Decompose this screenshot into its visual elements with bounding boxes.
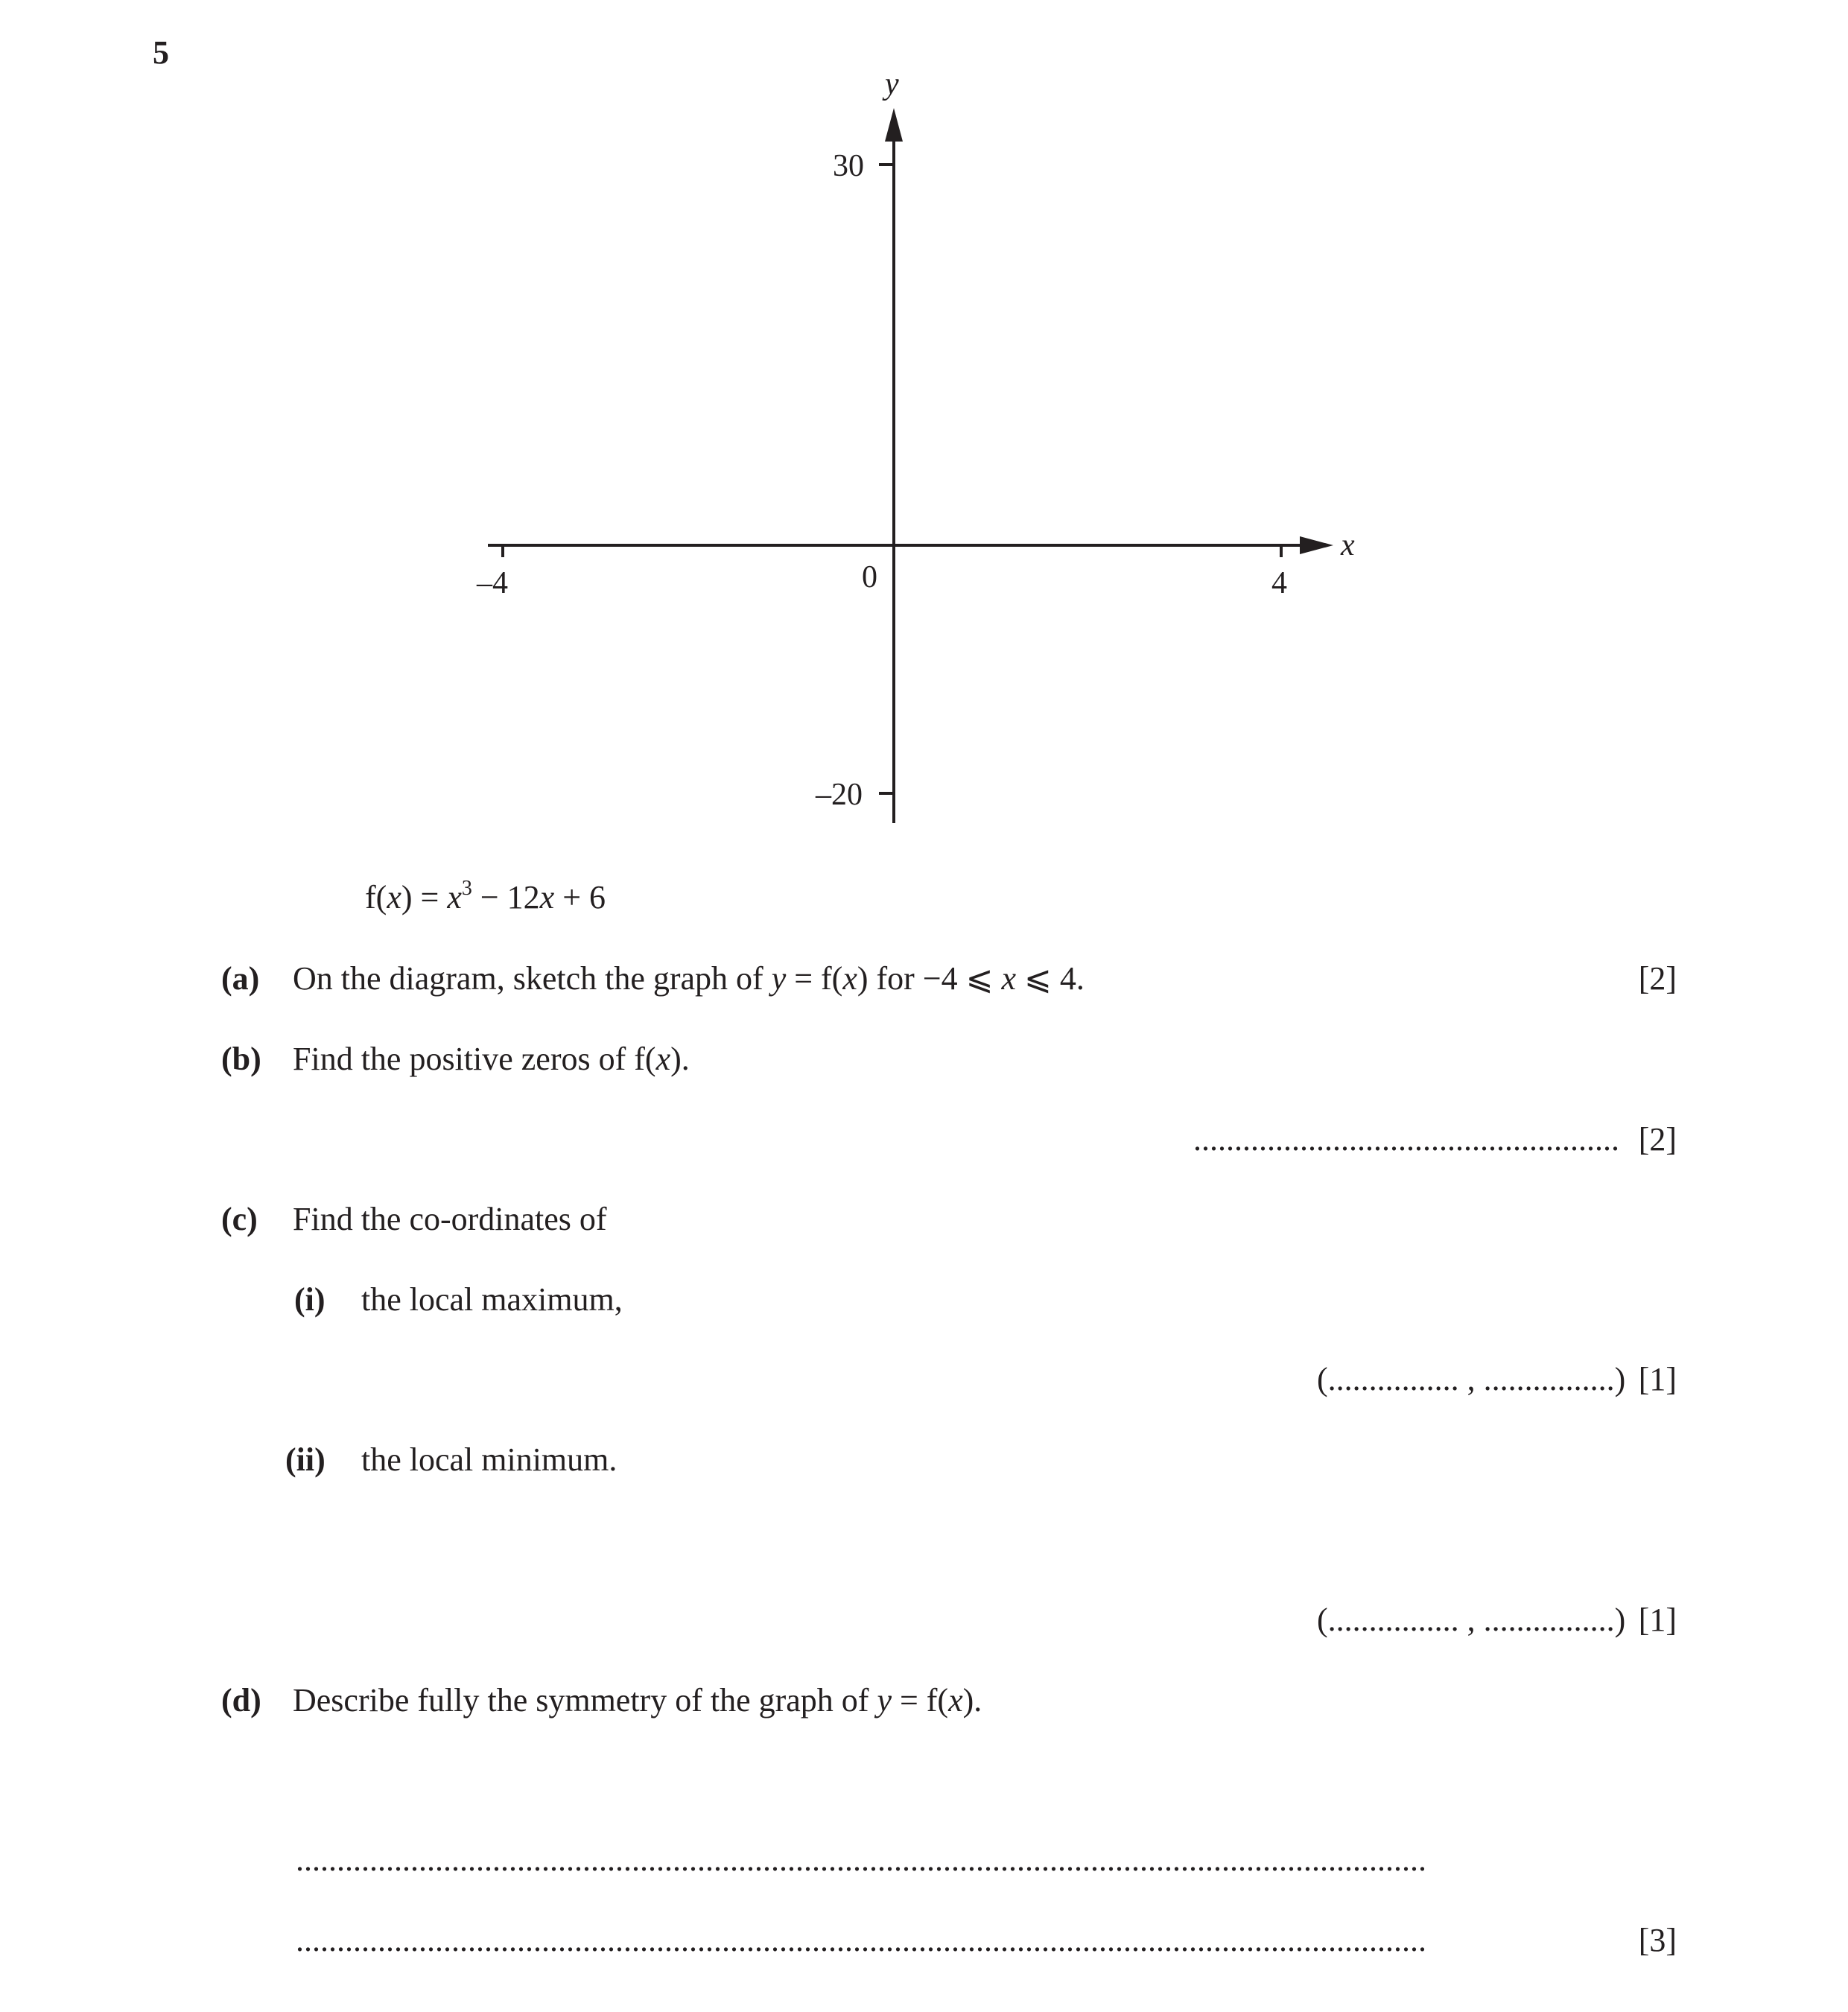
part-d-text bbox=[293, 1684, 982, 1717]
x-axis-label: x bbox=[1341, 528, 1355, 562]
part-c-label: (c) bbox=[221, 1201, 258, 1237]
x-tick-label-4: 4 bbox=[1271, 566, 1287, 600]
part-d-x: x bbox=[948, 1682, 963, 1719]
function-definition bbox=[365, 877, 606, 915]
fn-lhs-close: ) = bbox=[401, 879, 448, 915]
part-a-label: (a) bbox=[221, 960, 260, 997]
x-tick-label-neg4: –4 bbox=[477, 566, 508, 600]
part-c-text: Find the co-ordinates of bbox=[293, 1201, 607, 1237]
part-b-text-2: ). bbox=[670, 1041, 690, 1077]
part-c-ii-answer[interactable]: (................ , ................) bbox=[1317, 1602, 1626, 1638]
part-a-marks: [2] bbox=[1638, 960, 1677, 997]
part-d-text-2: = f( bbox=[891, 1682, 949, 1719]
part-a-y: y bbox=[771, 960, 787, 997]
part-a-text-2: = f( bbox=[786, 960, 843, 997]
fn-lhs-x: x bbox=[387, 879, 401, 915]
y-axis-arrow bbox=[885, 108, 903, 142]
part-d-answer-line-2[interactable]: .......................................................................................................................................... bbox=[296, 1924, 1426, 1957]
question-number: 5 bbox=[153, 34, 169, 71]
part-d-label: (d) bbox=[221, 1682, 261, 1719]
part-b-label: (b) bbox=[221, 1041, 261, 1077]
fn-x2: x bbox=[539, 879, 555, 915]
part-a-text-1: On the diagram, sketch the graph of bbox=[293, 960, 772, 997]
part-c-ii-label: (ii) bbox=[285, 1441, 326, 1478]
part-c-ii-marks: [1] bbox=[1638, 1602, 1677, 1638]
part-b-text-1: Find the positive zeros of f( bbox=[293, 1041, 656, 1077]
part-c-i-marks: [1] bbox=[1638, 1361, 1677, 1397]
part-a-text-3: ) for −4 ⩽ bbox=[857, 960, 1002, 997]
part-c-i-label: (i) bbox=[294, 1281, 326, 1318]
x-axis-arrow bbox=[1300, 536, 1333, 554]
part-d-text-3: ). bbox=[962, 1682, 982, 1719]
fn-rest: − 12 bbox=[471, 879, 540, 915]
part-a-x: x bbox=[842, 960, 857, 997]
y-axis-label: y bbox=[885, 67, 899, 101]
y-tick-label-neg20: –20 bbox=[816, 778, 863, 812]
axes-diagram bbox=[0, 0, 1848, 864]
fn-exp: 3 bbox=[461, 877, 472, 900]
part-d-y: y bbox=[877, 1682, 892, 1719]
part-b-x: x bbox=[655, 1041, 671, 1077]
part-d-text-1: Describe fully the symmetry of the graph of bbox=[293, 1682, 877, 1719]
part-b-marks: [2] bbox=[1638, 1121, 1677, 1158]
part-d-answer-line-1[interactable]: .......................................................................................................................................... bbox=[296, 1844, 1426, 1876]
part-a-text bbox=[293, 962, 1085, 995]
y-tick-label-30: 30 bbox=[833, 149, 864, 183]
part-b-text bbox=[293, 1043, 690, 1076]
fn-lhs-f: f( bbox=[365, 879, 387, 915]
part-c-i-text: the local maximum, bbox=[361, 1281, 623, 1318]
part-a-text-4: ⩽ 4. bbox=[1016, 960, 1085, 997]
part-c-i-answer[interactable]: (................ , ................) bbox=[1317, 1361, 1626, 1397]
part-c-ii-text: the local minimum. bbox=[361, 1441, 617, 1478]
part-b-answer-line[interactable]: .................................................... bbox=[1193, 1121, 1619, 1158]
fn-x: x bbox=[447, 879, 462, 915]
origin-label: 0 bbox=[862, 560, 877, 594]
part-d-marks: [3] bbox=[1638, 1922, 1677, 1958]
fn-tail: + 6 bbox=[554, 879, 606, 915]
part-a-x2: x bbox=[1001, 960, 1017, 997]
